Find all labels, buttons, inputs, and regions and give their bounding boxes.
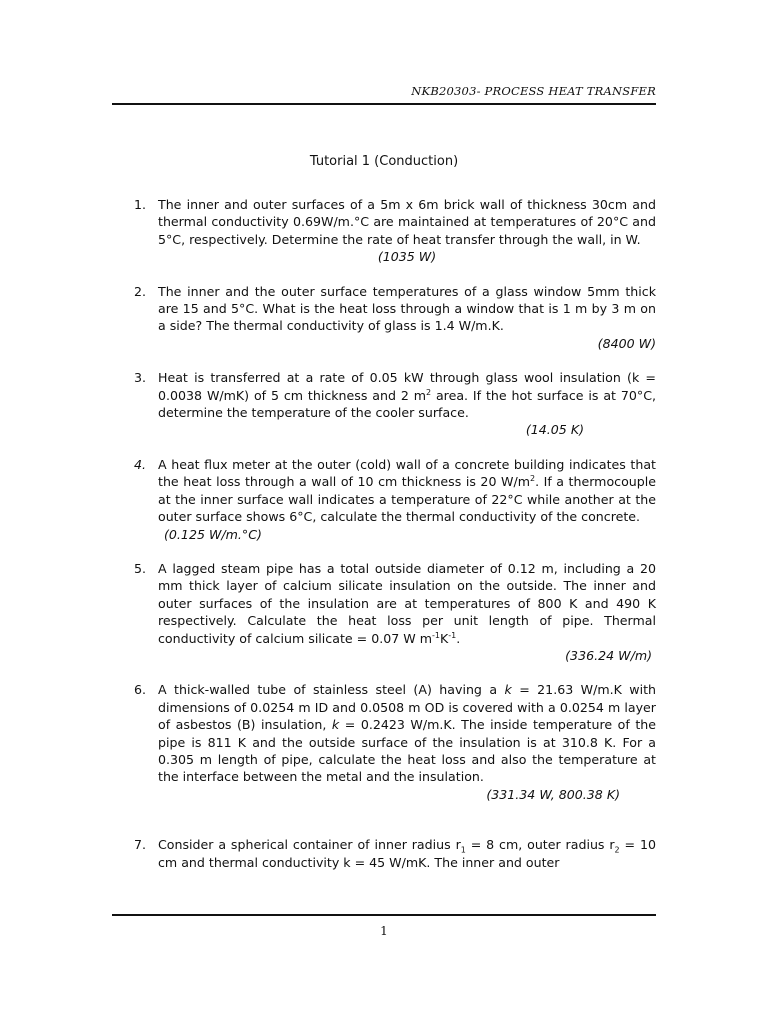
problem-text: A thick-walled tube of stainless steel (A) having a k = 21.63 W/m.K with dimensions of 0.0254 m ID and 0.0508 m OD is covered with a 0.0254 m layer of asbestos (B) insulation, k = 0.2423 W/m.K. The inside temperature of the pipe is 811 K and the outside surface of the insulation is at 310.8 K. For a 0.305 m length of pipe, calculate the heat loss and also the temperature at the interface between the metal and the insulation.: [158, 682, 657, 785]
header-rule: [112, 103, 656, 105]
problem-answer: (336.24 W/m): [565, 647, 652, 663]
problem-text: Consider a spherical container of inner radius $r_1 = 8$ cm, outer radius $r_2 = 10$ cm and thermal conductivity k = 45 W/mK. The inner and outer: [158, 837, 656, 870]
problem-answer: (0.125 W/m.°C): [164, 526, 262, 542]
problem-number: 1.: [134, 197, 147, 212]
problem-answer: (1035 W): [377, 249, 437, 265]
page-title: Tutorial 1 (Conduction): [309, 154, 459, 169]
problem-number: 2.: [134, 283, 147, 299]
problem-answer: (14.05 K): [525, 422, 584, 438]
problem-text: The inner and outer surfaces of a 5m x 6m brick wall of thickness 30cm and thermal conductivity 0.69W/m.°C are maintained at temperatures of 20°C and 5°C, respectively. Determine the rate of heat transfer through the wall, in W.: [158, 197, 656, 247]
problem-text: A heat flux meter at the outer (cold) wall of a concrete building indicates that the heat loss through a wall of 10 cm thickness is 20 $W/m^2$. If a thermocouple at the inner surface wall indicates a temperature of 22°C while another at the outer surface shows 6°C, calculate the thermal conductivity of the concrete.: [158, 456, 656, 525]
problem-number: 7.: [134, 837, 147, 853]
problem-number: 4.: [134, 456, 147, 472]
problem-number: 5.: [134, 560, 147, 576]
footer-rule: [112, 914, 656, 916]
page-number: 1: [380, 924, 388, 938]
problem-text: The inner and the outer surface temperatures of a glass window 5mm thick are 15 and 5°C. What is the heat loss through a window that is 1 m by 3 m on a side? The thermal conductivity of glass is 1.4 W/m.K.: [158, 283, 656, 334]
problem-text: A lagged steam pipe has a total outside diameter of 0.12 m, including a 20 mm thick layer of calcium silicate insulation on the outside. The inner and outer surfaces of the insulation are at temperatures of 800 K and 490 K respectively. Calculate the heat loss per unit length of pipe. Thermal conductivity of calcium silicate = 0.07 W $m^{-1}K^{-1}$.: [158, 560, 656, 646]
problem-text: Heat is transferred at a rate of 0.05 kW through glass wool insulation (k = 0.0038 W/mK) of 5 cm thickness and 2 $m^2$ area. If the hot surface is at 70°C, determine the temperature of the cooler surface.: [158, 370, 656, 421]
problem-answer: (8400 W): [597, 335, 656, 351]
problem-number: 3.: [134, 370, 147, 386]
problem-2: [112, 283, 656, 353]
problem-number: 6.: [134, 682, 147, 698]
problem-answer: (331.34 W, 800.38 K): [486, 786, 620, 802]
problem-1: [112, 196, 656, 266]
problem-3: [112, 369, 656, 439]
problem-7: [112, 836, 656, 871]
problem-6: [112, 681, 656, 803]
course-header: NKB20303- PROCESS HEAT TRANSFER: [411, 84, 656, 98]
problem-5: [112, 560, 656, 664]
problem-4: [112, 456, 656, 543]
problem-list: [112, 196, 656, 871]
